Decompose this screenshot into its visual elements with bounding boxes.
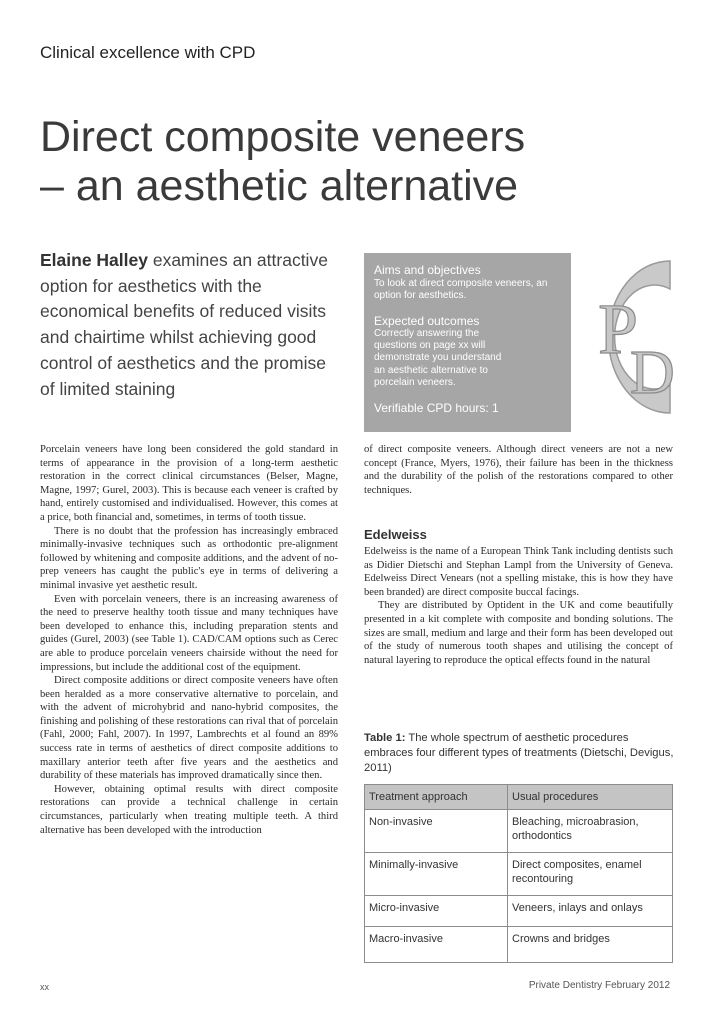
- table-header-cell: Usual procedures: [508, 785, 673, 810]
- table-header-row: [365, 785, 673, 810]
- table-cell: Bleaching, microabrasion, orthodontics: [508, 810, 673, 853]
- body-column-right-top: [364, 443, 673, 497]
- table-caption-label: Table 1:: [364, 732, 406, 744]
- cpd-logo-d: D: [630, 339, 675, 407]
- standfirst: [40, 248, 345, 402]
- title-line-1: Direct composite veneers: [40, 113, 526, 161]
- table-cell: Direct composites, enamel recontouring: [508, 853, 673, 896]
- cpd-logo: [540, 253, 690, 433]
- standfirst-text: examines an attractive option for aesthetics with the economical benefits of reduced visits and chairtime whilst achieving good control of aesthetics and the promise of limited staining: [40, 250, 328, 399]
- aims-heading: Aims and objectives: [374, 263, 481, 277]
- body-paragraph: There is no doubt that the profession has increasingly embraced minimally-invasive techniques such as orthodontic pre-alignment followed by whitening and composite additions, and the advent of no-prep veneers has caught the public's eye in terms of delivering a minimal invasive yet aesthetic result.: [40, 525, 338, 591]
- body-paragraph: They are distributed by Optident in the UK and come beautifully presented in a kit complete with composite and bonding solutions. The sizes are small, medium and large and their form has been developed out of the study of numerous tooth shapes and utilising the concept of natural layering to reproduce the optical effects found in the natural: [364, 600, 673, 666]
- body-paragraph: Even with porcelain veneers, there is an increasing awareness of the need to preserve healthy tooth tissue and many techniques have been developed to enhance this, including preparation stents and guides (Gurel, 2003) (see Table 1). CAD/CAM options such as Cerec are able to produce porcelain veneers chairside without the need for impressions, but include the additional cost of the equipment.: [40, 593, 338, 673]
- aesthetic-procedures-table: [364, 784, 673, 963]
- publication-footer: Private Dentistry February 2012: [528, 980, 670, 991]
- aims-text: To look at direct composite veneers, an option for aesthetics.: [374, 278, 548, 302]
- page-number: xx: [40, 982, 49, 992]
- section-label: Clinical excellence with CPD: [40, 43, 256, 62]
- edelweiss-heading: Edelweiss: [364, 527, 427, 542]
- table-cell: Micro-invasive: [365, 896, 508, 927]
- outcomes-text: Correctly answering the questions on page xx will demonstrate you understand an aesthetic alternative to porcelain veneers.: [374, 328, 502, 388]
- author-name: Elaine Halley: [40, 250, 148, 270]
- table-cell: Non-invasive: [365, 810, 508, 853]
- body-paragraph: However, obtaining optimal results with direct composite restorations can provide a technical challenge in certain circumstances, particularly when treating multiple teeth. A third alternative has been developed with the introduction: [40, 783, 338, 836]
- article-title: [40, 113, 700, 211]
- table-caption: [364, 731, 674, 776]
- body-paragraph: Direct composite additions or direct composite veneers have often been heralded as a more conservative alternative to porcelain, and with the advent of microhybrid and nano-hybrid composites, the finishing and polishing of these restorations can rival that of porcelain (Fahl, 2000; Fahl, 2007). In 1997, Lambrechts et al found an 89% success rate in terms of aesthetics of direct composite additions to maxillary anterior teeth after five years and the aesthetics and durability of these materials has improved dramatically since then.: [40, 675, 338, 782]
- table-row: [365, 896, 673, 927]
- outcomes-heading: Expected outcomes: [374, 314, 480, 328]
- body-paragraph: Edelweiss is the name of a European Think Tank including dentists such as Didier Dietschi and Stephan Lampl from the University of Geneva. Edelweiss Direct Venears (not a spelling mistake, this is how they have been branded) are direct composite buccal facings.: [364, 546, 673, 598]
- cpd-hours: Verifiable CPD hours: 1: [374, 401, 499, 415]
- title-line-2: – an aesthetic alternative: [40, 162, 519, 210]
- table-cell: Crowns and bridges: [508, 927, 673, 963]
- table-row: [365, 853, 673, 896]
- body-column-left: [40, 443, 338, 837]
- cpd-logo-p: P: [598, 289, 639, 369]
- table-cell: Macro-invasive: [365, 927, 508, 963]
- table-cell: Veneers, inlays and onlays: [508, 896, 673, 927]
- body-paragraph: Porcelain veneers have long been considered the gold standard in terms of appearance in the provision of a long-term aesthetic restoration in the correct clinical circumstances (Belser, Magne, Magne, 1997; Gurel, 2003). This is because each veneer is crafted by hand, entirely customised and individualised. However, this comes at a price, both financial and, sometimes, in terms of tooth tissue.: [40, 444, 338, 523]
- table-caption-text: The whole spectrum of aesthetic procedures embraces four different types of treatments (Dietschi, Devigus, 2011): [364, 732, 674, 774]
- table-row: [365, 927, 673, 963]
- table-row: [365, 810, 673, 853]
- body-paragraph: of direct composite veneers. Although direct veneers are not a new concept (France, Myers, 1976), their failure has been in the thickness and the durability of the polish of the restorations compared to other techniques.: [364, 444, 673, 496]
- table-cell: Minimally-invasive: [365, 853, 508, 896]
- table-header-cell: Treatment approach: [365, 785, 508, 810]
- body-column-right-mid: [364, 545, 673, 667]
